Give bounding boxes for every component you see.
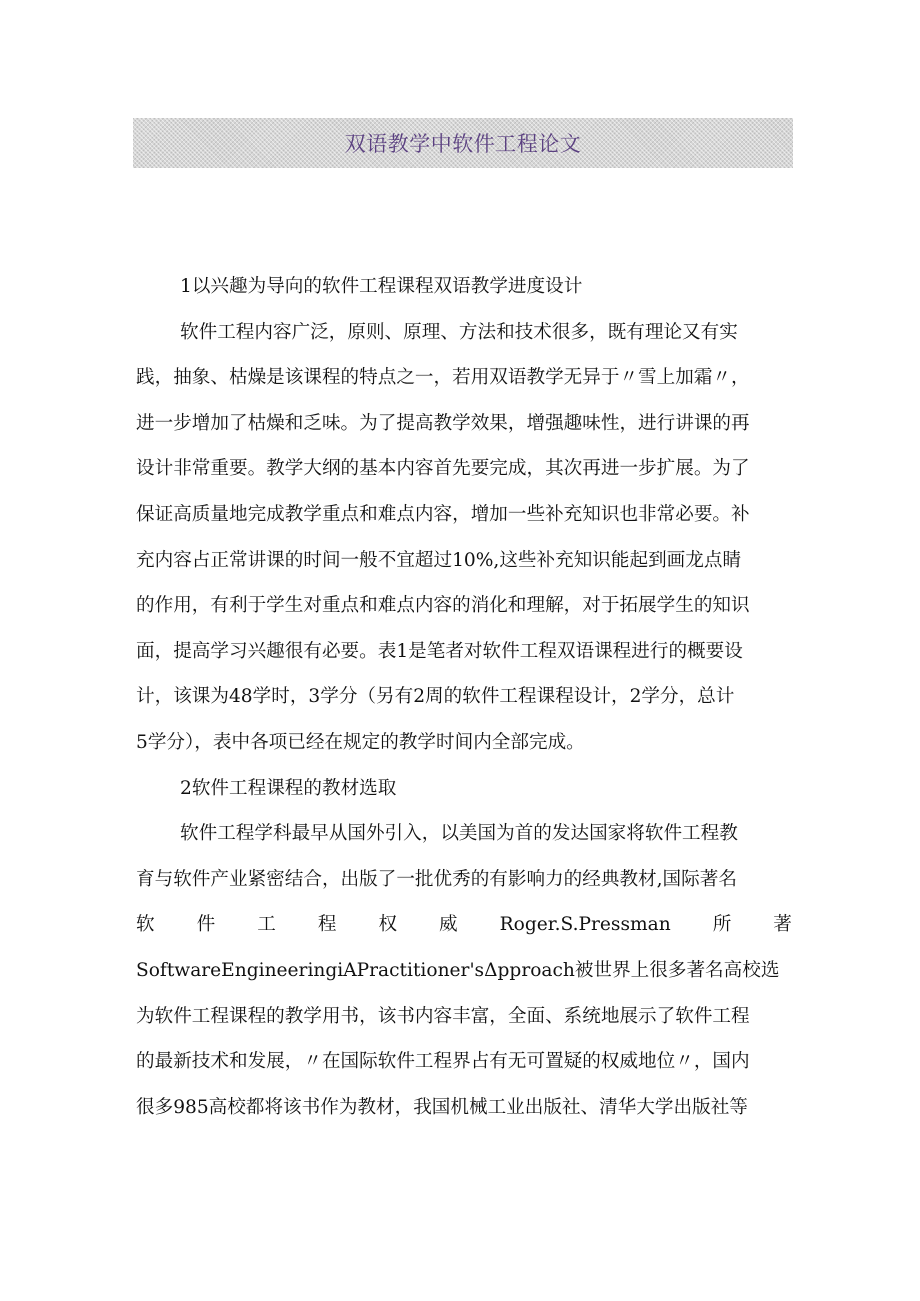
paragraph-line: 软件工程学科最早从国外引入，以美国为首的发达国家将软件工程教	[180, 823, 738, 845]
paragraph-line: SoftwareEngineeringiAPractitioner'sΔpproach被世界上很多著名高校选	[136, 959, 780, 981]
paragraph-line: 的作用，有利于学生对重点和难点内容的消化和理解，对于拓展学生的知识	[136, 595, 750, 617]
spread-word: 所	[712, 914, 732, 936]
paragraph-line: 计，该课为48学时，3学分（另有2周的软件工程课程设计，2学分，总计	[136, 686, 735, 708]
paragraph-line: 进一步增加了枯燥和乏味。为了提高教学效果，增强趣味性，进行讲课的再	[136, 412, 750, 434]
document-title: 双语教学中软件工程论文	[344, 132, 582, 156]
justified-line	[136, 902, 792, 948]
paragraph-line: 为软件工程课程的教学用书，该书内容丰富，全面、系统地展示了软件工程	[136, 1005, 750, 1027]
paragraph-line: 保证高质量地完成教学重点和难点内容，增加一些补充知识也非常必要。补	[136, 503, 750, 525]
spread-word: Roger.S.Pressman	[499, 914, 671, 936]
paragraph-line: 育与软件产业紧密结合，出版了一批优秀的有影响力的经典教材,国际著名	[136, 868, 737, 890]
spread-word: 工	[257, 914, 276, 936]
spread-word: 权	[378, 914, 398, 936]
paragraph-line: 践，抽象、枯燥是该课程的特点之一，若用双语教学无异于〃雪上加霜〃，	[136, 367, 750, 389]
paragraph-line: 设计非常重要。教学大纲的基本内容首先要完成，其次再进一步扩展。为了	[136, 458, 750, 480]
paragraph-line: 5学分），表中各项已经在规定的教学时间内全部完成。	[136, 731, 585, 753]
document-body	[136, 264, 792, 1130]
paragraph-line: 很多985高校都将该书作为教材，我国机械工业出版社、清华大学出版社等	[136, 1096, 748, 1118]
paragraph-line: 面，提高学习兴趣很有必要。表1是笔者对软件工程双语课程进行的概要设	[136, 640, 743, 662]
paragraph-line: 软件工程内容广泛，原则、原理、方法和技术很多，既有理论又有实	[180, 321, 738, 343]
paragraph-line: 的最新技术和发展，〃在国际软件工程界占有无可置疑的权威地位〃，国内	[136, 1051, 750, 1073]
title-banner	[133, 118, 793, 168]
paragraph-line: 充内容占正常讲课的时间一般不宜超过10%,这些补充知识能起到画龙点睛	[136, 549, 742, 571]
spread-word: 软	[136, 914, 155, 936]
spread-word: 著	[773, 914, 792, 936]
section-heading: 2软件工程课程的教材选取	[180, 777, 397, 799]
spread-word: 程	[317, 914, 337, 936]
section-heading: 1以兴趣为导向的软件工程课程双语教学进度设计	[180, 276, 583, 297]
spread-word: 件	[196, 914, 216, 936]
spread-word: 威	[439, 914, 458, 936]
